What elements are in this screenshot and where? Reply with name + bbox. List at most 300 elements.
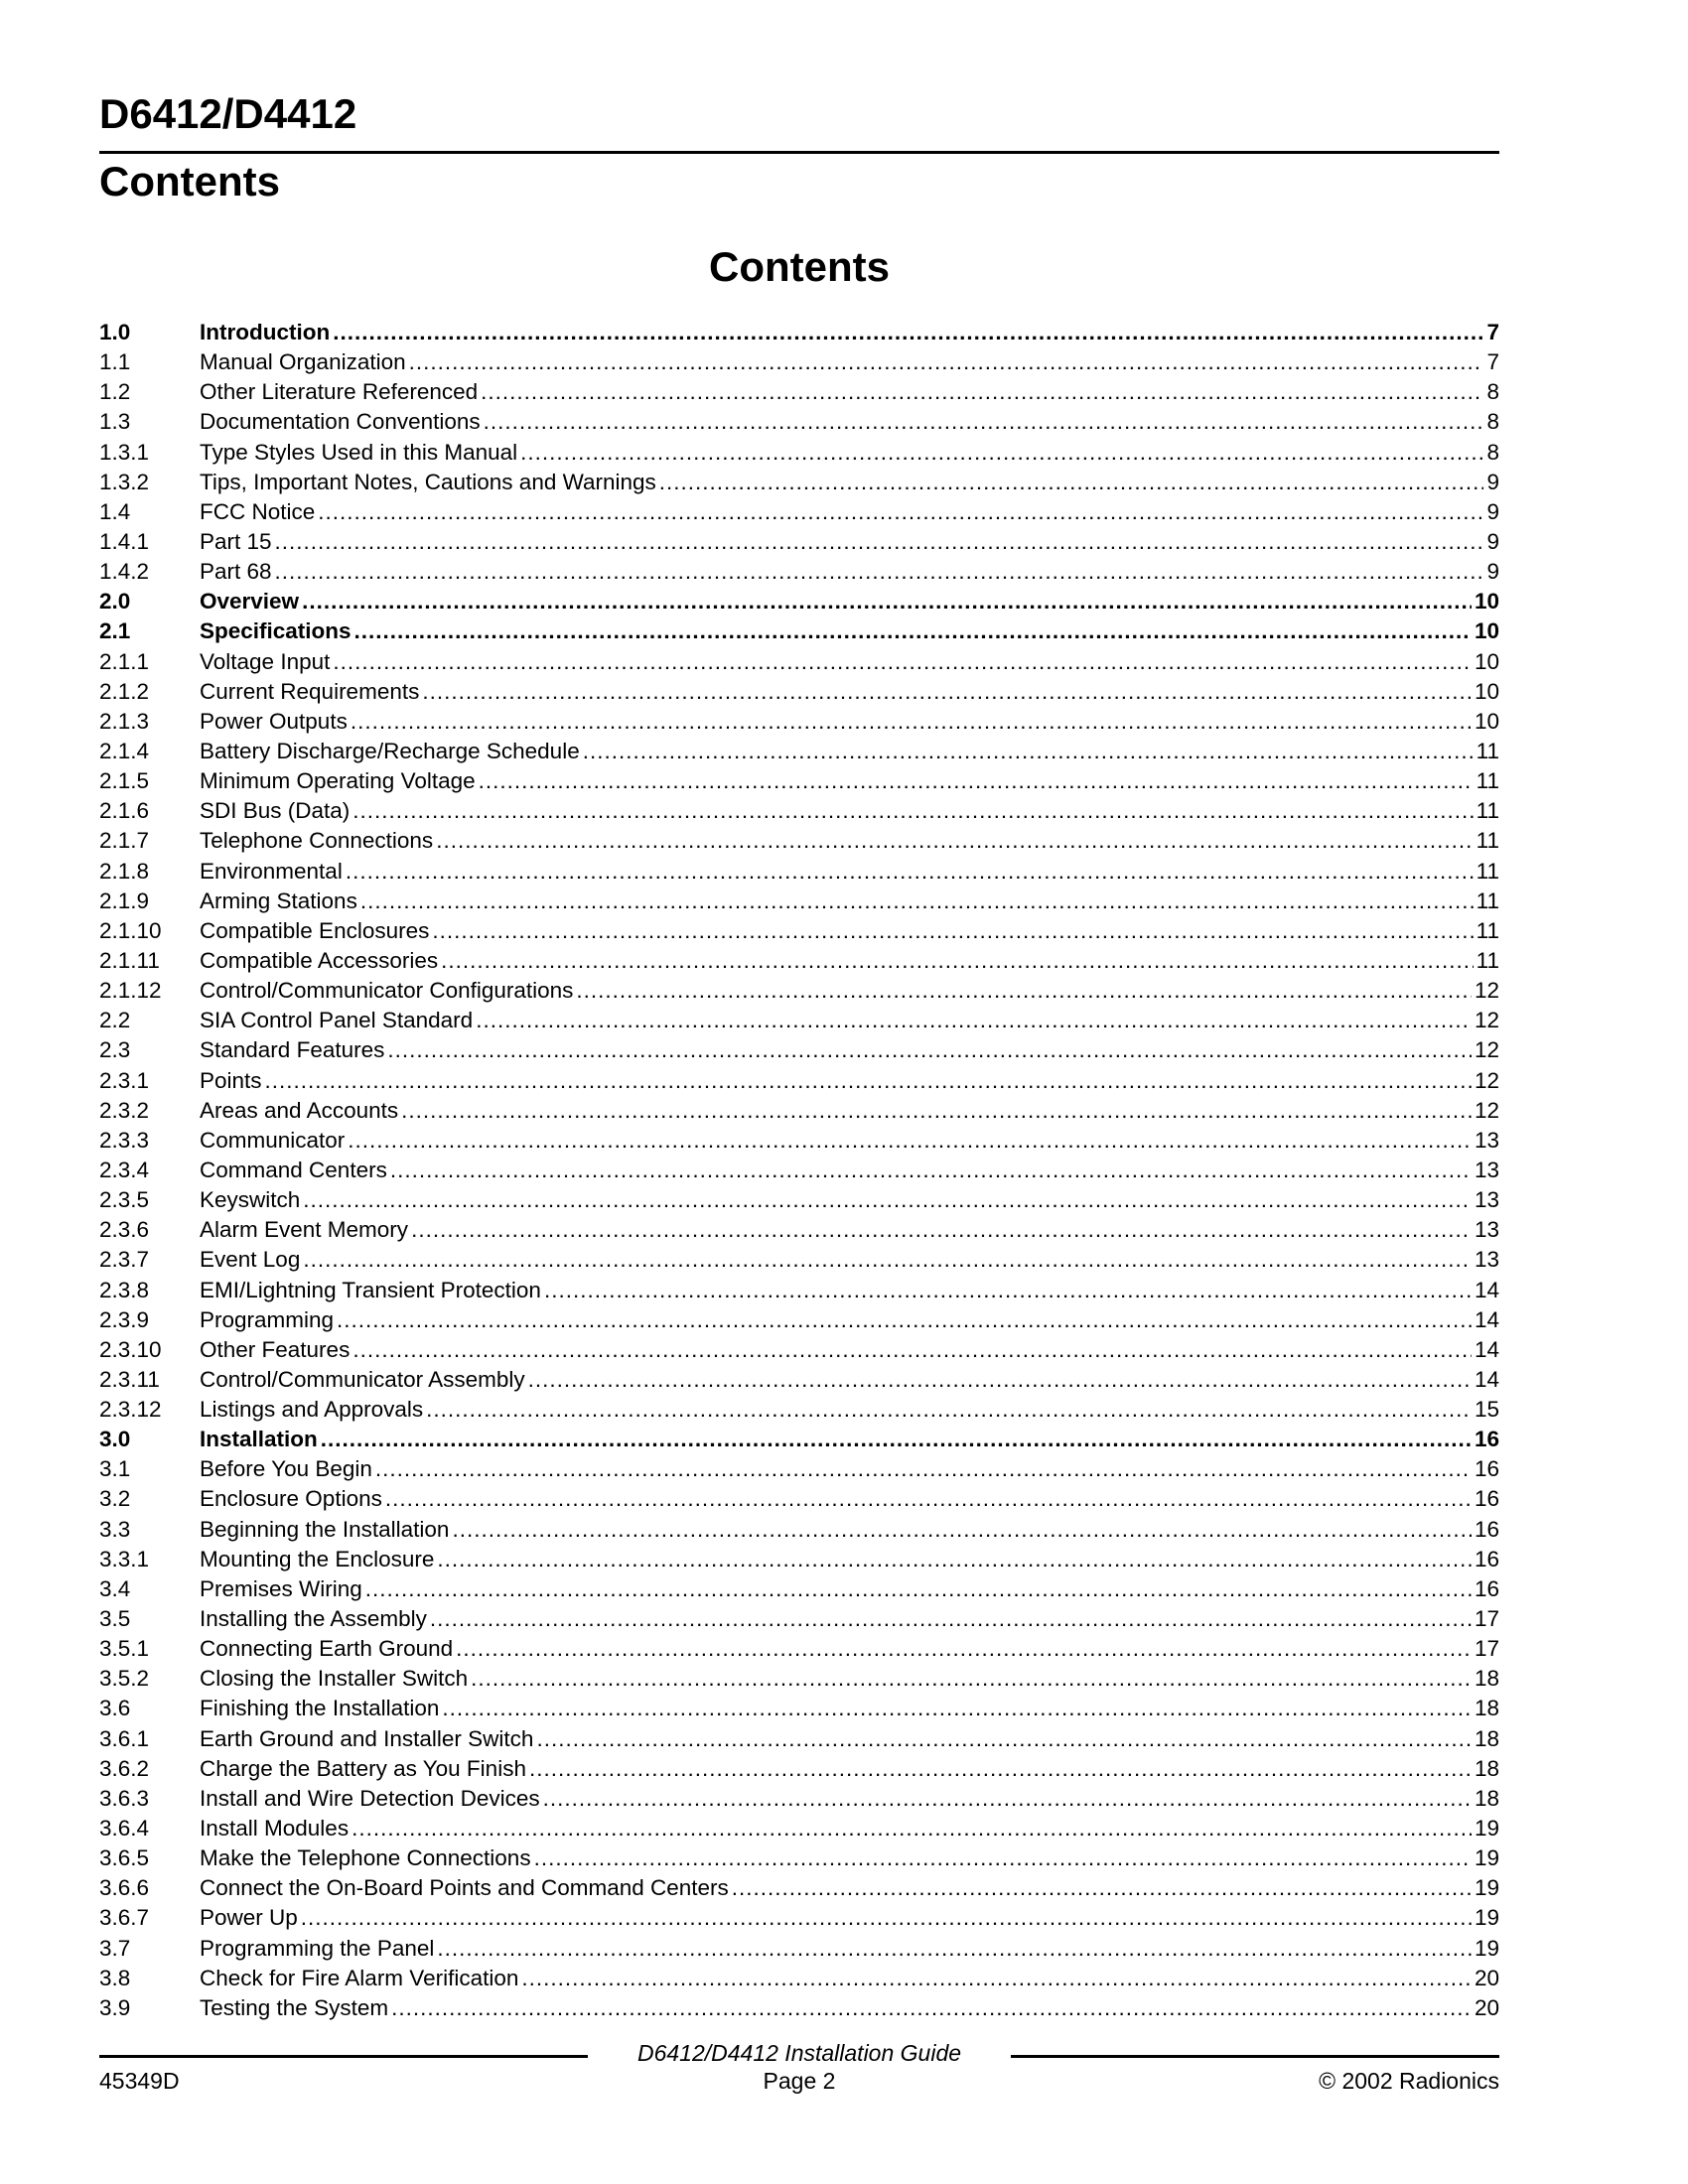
toc-entry-title: Arming Stations [200,887,357,913]
toc-entry-title: Before You Begin [200,1456,372,1482]
footer-doc-number: 45349D [99,2068,180,2094]
toc-entry-body [200,616,1499,646]
toc-entry-number: 3.5.1 [99,1636,150,1662]
toc-dot-leader [442,1694,1472,1723]
toc-entry-title: Command Centers [200,1157,387,1182]
toc-entry-page: 17 [1474,1606,1499,1632]
toc-dot-leader [521,1964,1472,1993]
toc-entry-title: Environmental [200,858,343,884]
toc-entry-number: 1.2 [99,379,131,405]
toc-entry-number: 2.1.11 [99,947,160,973]
toc-entry-number: 3.8 [99,1965,131,1990]
toc-entry[interactable] [99,1096,1499,1126]
toc-dot-leader [401,1096,1472,1126]
toc-entry-body [200,557,1499,587]
toc-entry-title: Keyswitch [200,1187,301,1213]
toc-dot-leader [520,438,1483,468]
toc-entry-number: 3.6 [99,1696,131,1721]
toc-entry[interactable] [99,1873,1499,1903]
toc-entry-page: 12 [1474,978,1499,1004]
toc-dot-leader [275,557,1484,587]
toc-entry-title: Standard Features [200,1037,385,1063]
toc-dot-leader [441,946,1474,976]
toc-entry[interactable] [99,1035,1499,1065]
toc-entry[interactable] [99,1993,1499,2023]
toc-entry-body [200,826,1499,856]
toc-entry-body [200,677,1499,707]
toc-entry[interactable] [99,1604,1499,1634]
toc-dot-leader [303,1185,1472,1215]
toc-entry-title: Programming [200,1306,335,1332]
toc-dot-leader [534,1843,1472,1873]
toc-entry-title: Make the Telephone Connections [200,1845,531,1871]
toc-entry-title: Part 15 [200,528,272,554]
toc-entry[interactable] [99,1574,1499,1604]
toc-entry-title: Compatible Accessories [200,947,439,973]
toc-entry-body [200,1066,1499,1096]
toc-dot-leader [528,1365,1472,1395]
toc-entry-page: 13 [1474,1127,1499,1153]
toc-entry[interactable] [99,1454,1499,1484]
toc-entry-page: 19 [1474,1905,1499,1931]
toc-entry-page: 16 [1474,1575,1499,1601]
toc-entry-body [200,1964,1499,1993]
toc-entry-number: 1.3 [99,409,131,435]
toc-entry-body [200,527,1499,557]
toc-entry-body [200,1035,1499,1065]
toc-entry[interactable] [99,377,1499,407]
toc-entry-body [200,647,1499,677]
toc-entry[interactable] [99,1066,1499,1096]
toc-entry-page: 13 [1474,1157,1499,1182]
toc-entry[interactable] [99,1276,1499,1305]
toc-dot-leader [544,1276,1472,1305]
toc-entry[interactable] [99,1903,1499,1933]
toc-dot-leader [348,1126,1472,1156]
toc-entry[interactable] [99,347,1499,377]
toc-dot-leader [583,737,1474,766]
toc-entry-number: 2.3.3 [99,1127,150,1153]
toc-entry-body [200,737,1499,766]
toc-dot-leader [484,407,1484,437]
toc-entry-body [200,1425,1499,1454]
toc-entry[interactable] [99,946,1499,976]
section-title: Contents [99,158,280,205]
toc-entry-body [200,1873,1499,1903]
toc-entry-body [200,1634,1499,1664]
toc-entry[interactable] [99,887,1499,916]
toc-entry-page: 16 [1474,1456,1499,1482]
toc-entry-number: 1.4.2 [99,559,150,585]
toc-entry-title: Installing the Assembly [200,1606,427,1632]
toc-entry-page: 7 [1486,349,1499,375]
toc-entry-body [200,1814,1499,1843]
toc-entry-title: Control/Communicator Assembly [200,1366,525,1392]
toc-entry-title: Specifications [200,618,352,644]
toc-entry-title: Earth Ground and Installer Switch [200,1725,534,1751]
toc-dot-leader [529,1754,1472,1784]
toc-entry[interactable] [99,407,1499,437]
toc-entry-page: 9 [1486,559,1499,585]
toc-entry[interactable] [99,1156,1499,1185]
toc-entry-page: 12 [1474,1067,1499,1093]
toc-entry-title: Control/Communicator Configurations [200,978,574,1004]
toc-entry-number: 1.4 [99,498,131,524]
toc-entry-body [200,1903,1499,1933]
toc-entry-page: 11 [1476,738,1499,763]
toc-entry-number: 3.0 [99,1427,131,1452]
toc-entry-number: 2.1.8 [99,858,150,884]
footer-page-number: Page 2 [763,2068,836,2094]
toc-heading: Contents [709,243,890,290]
toc-entry-title: Current Requirements [200,678,420,704]
toc-entry-page: 11 [1476,917,1499,943]
toc-entry-title: Closing the Installer Switch [200,1666,469,1692]
toc-dot-leader [479,766,1474,796]
toc-entry[interactable] [99,1843,1499,1873]
toc-entry-number: 3.6.5 [99,1845,150,1871]
toc-entry-body [200,1784,1499,1814]
toc-entry-number: 1.3.1 [99,439,150,465]
toc-dot-leader [360,887,1474,916]
toc-entry[interactable] [99,1006,1499,1035]
toc-entry-number: 2.3.2 [99,1097,150,1123]
toc-entry-number: 3.1 [99,1456,131,1482]
toc-entry-page: 18 [1474,1666,1499,1692]
toc-entry-page: 17 [1474,1636,1499,1662]
toc-entry-number: 2.3.8 [99,1277,150,1302]
toc-entry-number: 3.6.1 [99,1725,150,1751]
toc-entry-title: Charge the Battery as You Finish [200,1755,526,1781]
toc-dot-leader [471,1664,1472,1694]
toc-dot-leader [430,1604,1472,1634]
toc-entry-number: 1.1 [99,349,131,375]
toc-entry-page: 19 [1474,1816,1499,1842]
toc-entry-body [200,1664,1499,1694]
toc-dot-leader [265,1066,1472,1096]
toc-dot-leader [576,976,1472,1006]
toc-entry-body [200,1156,1499,1185]
toc-dot-leader [481,377,1483,407]
toc-entry-title: Other Features [200,1336,351,1362]
toc-entry-body [200,857,1499,887]
toc-entry[interactable] [99,1126,1499,1156]
toc-entry[interactable] [99,677,1499,707]
toc-entry-page: 12 [1474,1037,1499,1063]
toc-entry[interactable] [99,1515,1499,1545]
toc-entry-number: 2.1 [99,618,131,644]
toc-entry-page: 16 [1474,1546,1499,1571]
toc-dot-leader [391,1993,1472,2023]
toc-entry-body [200,468,1499,497]
toc-dot-leader [422,677,1472,707]
toc-entry-page: 14 [1474,1366,1499,1392]
toc-dot-leader [346,857,1474,887]
toc-dot-leader [659,468,1484,497]
toc-dot-leader [426,1395,1472,1425]
toc-entry-page: 8 [1486,439,1499,465]
toc-entry[interactable] [99,1754,1499,1784]
toc-entry-body [200,1215,1499,1245]
toc-entry[interactable] [99,616,1499,646]
page-footer [99,2025,1499,2095]
toc-entry-number: 3.6.2 [99,1755,150,1781]
toc-entry-page: 10 [1474,678,1499,704]
toc-entry-page: 11 [1476,858,1499,884]
toc-entry[interactable] [99,1305,1499,1335]
toc-entry-title: Listings and Approvals [200,1397,424,1423]
toc-entry[interactable] [99,1395,1499,1425]
toc-entry-number: 1.0 [99,320,131,344]
toc-dot-leader [318,497,1483,527]
toc-entry-title: Power Up [200,1905,298,1931]
toc-entry-title: Alarm Event Memory [200,1217,409,1243]
toc-entry-number: 2.1.2 [99,678,150,704]
toc-entry-page: 9 [1486,469,1499,494]
toc-entry-number: 2.3.11 [99,1366,160,1392]
toc-entry[interactable] [99,1545,1499,1574]
toc-entry-page: 11 [1476,947,1499,973]
toc-entry-body [200,766,1499,796]
toc-entry-title: Beginning the Installation [200,1516,450,1542]
toc-entry-title: Installation [200,1427,318,1452]
toc-dot-leader [432,916,1473,946]
toc-entry-page: 12 [1474,1097,1499,1123]
toc-entry-number: 2.1.1 [99,648,150,674]
toc-entry[interactable] [99,1425,1499,1454]
toc-entry-number: 2.3.12 [99,1397,162,1423]
toc-entry-page: 10 [1474,618,1499,644]
toc-entry[interactable] [99,497,1499,527]
toc-entry-number: 2.1.7 [99,828,150,854]
toc-dot-leader [333,318,1483,347]
toc-entry-number: 3.2 [99,1486,131,1512]
toc-entry-number: 2.1.3 [99,708,150,734]
toc-entry[interactable] [99,826,1499,856]
toc-dot-leader [409,347,1484,377]
toc-dot-leader [365,1574,1472,1604]
toc-entry-body [200,796,1499,826]
toc-entry-number: 2.3 [99,1037,131,1063]
toc-entry-body [200,1484,1499,1514]
toc-entry-number: 2.1.6 [99,798,150,824]
toc-entry-number: 2.3.6 [99,1217,150,1243]
toc-entry[interactable] [99,1634,1499,1664]
toc-entry-body [200,1126,1499,1156]
toc-entry-body [200,1934,1499,1964]
toc-entry[interactable] [99,857,1499,887]
toc-entry-number: 3.6.3 [99,1785,150,1811]
toc-entry-page: 16 [1474,1516,1499,1542]
toc-entry-number: 3.4 [99,1575,131,1601]
toc-entry[interactable] [99,1724,1499,1754]
toc-entry-page: 18 [1474,1725,1499,1751]
toc-entry-body [200,1185,1499,1215]
toc-entry-page: 19 [1474,1845,1499,1871]
toc-entry-body [200,887,1499,916]
toc-dot-leader [354,616,1472,646]
toc-entry-body [200,318,1499,347]
toc-entry[interactable] [99,557,1499,587]
toc-entry[interactable] [99,318,1499,347]
toc-dot-leader [437,1545,1472,1574]
toc-entry[interactable] [99,1964,1499,1993]
toc-entry-number: 2.1.9 [99,887,150,913]
toc-entry-number: 3.6.6 [99,1875,150,1901]
toc-dot-leader [411,1215,1472,1245]
toc-dot-leader [351,707,1472,737]
toc-dot-leader [337,1305,1472,1335]
toc-entry-page: 7 [1486,320,1499,344]
toc-entry[interactable] [99,647,1499,677]
toc-entry[interactable] [99,1784,1499,1814]
toc-entry-number: 1.3.2 [99,469,150,494]
toc-entry-body [200,1843,1499,1873]
toc-entry-title: Points [200,1067,262,1093]
product-title: D6412/D4412 [99,90,357,137]
toc-entry-number: 3.5.2 [99,1666,150,1692]
toc-entry-body [200,1454,1499,1484]
toc-entry-body [200,916,1499,946]
toc-entry-title: Install Modules [200,1816,350,1842]
toc-entry-title: Communicator [200,1127,346,1153]
toc-dot-leader [436,826,1473,856]
toc-entry-title: SIA Control Panel Standard [200,1008,474,1033]
header-divider [99,151,1499,154]
toc-entry-title: Event Log [200,1247,301,1273]
toc-entry-title: Telephone Connections [200,828,434,854]
toc-entry-page: 16 [1474,1427,1499,1452]
toc-entry-body [200,946,1499,976]
toc-entry[interactable] [99,707,1499,737]
toc-entry-title: Power Outputs [200,708,348,734]
toc-entry-title: Minimum Operating Voltage [200,768,476,794]
toc-entry-number: 2.0 [99,589,131,614]
toc-entry-title: EMI/Lightning Transient Protection [200,1277,541,1302]
toc-dot-leader [732,1873,1472,1903]
toc-entry[interactable] [99,587,1499,616]
toc-entry[interactable] [99,1694,1499,1723]
toc-entry-page: 12 [1474,1008,1499,1033]
toc-entry-title: Part 68 [200,559,272,585]
toc-entry[interactable] [99,1484,1499,1514]
toc-entry[interactable] [99,916,1499,946]
toc-dot-leader [333,647,1472,677]
toc-dot-leader [536,1724,1472,1754]
toc-entry-title: Premises Wiring [200,1575,362,1601]
toc-entry[interactable] [99,438,1499,468]
toc-entry-page: 14 [1474,1277,1499,1302]
toc-entry-number: 3.3.1 [99,1546,150,1571]
toc-entry-number: 2.2 [99,1008,131,1033]
toc-dot-leader [387,1035,1472,1065]
toc-entry-title: Connect the On-Board Points and Command Centers [200,1875,729,1901]
toc-dot-leader [303,1245,1472,1275]
toc-entry-number: 3.6.7 [99,1905,150,1931]
toc-entry-title: Overview [200,589,300,614]
toc-entry[interactable] [99,1185,1499,1215]
toc-dot-leader [437,1934,1472,1964]
toc-entry-number: 2.3.1 [99,1067,150,1093]
toc-dot-leader [456,1634,1472,1664]
toc-entry-body [200,1545,1499,1574]
toc-entry-body [200,1335,1499,1365]
toc-entry-page: 19 [1474,1875,1499,1901]
toc-entry-title: Areas and Accounts [200,1097,399,1123]
toc-entry[interactable] [99,1934,1499,1964]
toc-entry-title: Introduction [200,320,331,344]
toc-entry-page: 16 [1474,1486,1499,1512]
toc-dot-leader [543,1784,1472,1814]
toc-entry[interactable] [99,1814,1499,1843]
toc-entry-body [200,1515,1499,1545]
toc-entry-number: 2.3.7 [99,1247,150,1273]
toc-entry-body [200,1096,1499,1126]
toc-entry-number: 3.6.4 [99,1816,150,1842]
toc-dot-leader [390,1156,1472,1185]
toc-entry-title: Other Literature Referenced [200,379,479,405]
toc-entry-number: 1.4.1 [99,528,150,554]
toc-dot-leader [375,1454,1472,1484]
toc-entry-title: Testing the System [200,1994,389,2020]
toc-entry-body [200,438,1499,468]
toc-entry-title: Check for Fire Alarm Verification [200,1965,519,1990]
toc-entry-page: 20 [1474,1965,1499,1990]
table-of-contents [99,318,1499,2023]
toc-entry-page: 18 [1474,1696,1499,1721]
toc-entry[interactable] [99,796,1499,826]
toc-entry-number: 3.7 [99,1935,131,1961]
toc-entry-page: 20 [1474,1994,1499,2020]
toc-entry-title: Voltage Input [200,648,331,674]
toc-entry-page: 11 [1476,828,1499,854]
toc-entry-page: 8 [1486,409,1499,435]
toc-entry-page: 11 [1476,768,1499,794]
toc-entry-body [200,1245,1499,1275]
toc-entry-page: 18 [1474,1755,1499,1781]
toc-entry[interactable] [99,1215,1499,1245]
footer-copyright: © 2002 Radionics [1319,2068,1499,2094]
toc-entry-title: Compatible Enclosures [200,917,430,943]
toc-entry-page: 9 [1486,498,1499,524]
toc-entry-body [200,707,1499,737]
toc-entry-page: 10 [1474,589,1499,614]
toc-entry-number: 2.3.10 [99,1336,162,1362]
toc-entry[interactable] [99,1245,1499,1275]
toc-dot-leader [476,1006,1472,1035]
toc-entry-title: Type Styles Used in this Manual [200,439,518,465]
toc-dot-leader [352,1335,1472,1365]
toc-entry[interactable] [99,1365,1499,1395]
toc-entry-body [200,407,1499,437]
toc-entry[interactable] [99,1335,1499,1365]
toc-entry-title: FCC Notice [200,498,316,524]
toc-entry-number: 2.3.4 [99,1157,150,1182]
toc-entry[interactable] [99,976,1499,1006]
toc-entry-body [200,1365,1499,1395]
toc-entry-number: 2.1.10 [99,917,162,943]
toc-entry[interactable] [99,1664,1499,1694]
toc-entry[interactable] [99,737,1499,766]
toc-entry-body [200,347,1499,377]
toc-entry-body [200,1305,1499,1335]
toc-dot-leader [301,1903,1472,1933]
toc-entry[interactable] [99,766,1499,796]
toc-entry[interactable] [99,468,1499,497]
toc-entry-page: 11 [1476,798,1499,824]
toc-entry[interactable] [99,527,1499,557]
toc-entry-title: Tips, Important Notes, Cautions and Warnings [200,469,656,494]
